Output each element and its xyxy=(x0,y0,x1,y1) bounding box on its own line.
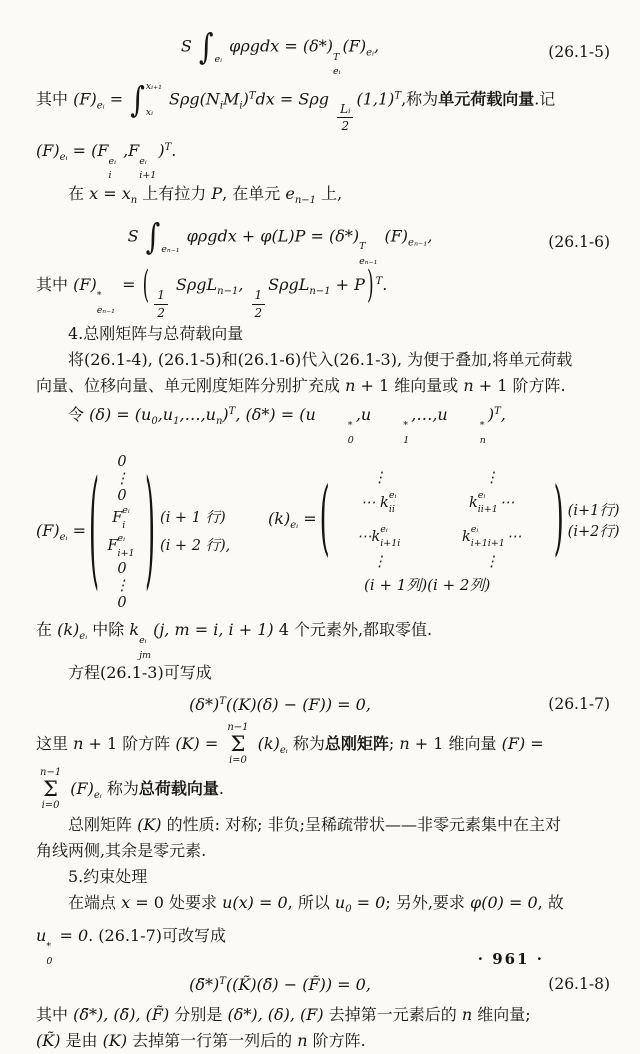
matrix-display xyxy=(36,453,620,611)
section-heading xyxy=(36,864,610,890)
text-run: 方程(26.1-3)可写成 xyxy=(68,663,212,683)
math-run: = xyxy=(67,521,87,541)
vector-entry xyxy=(99,453,145,470)
math-run: u(x) = 0 xyxy=(222,893,288,913)
text-line xyxy=(36,722,610,767)
math-run: ⋯ xyxy=(506,528,522,545)
math-run: n xyxy=(399,734,410,754)
text-run: , 所以 xyxy=(287,893,335,913)
math-run: k xyxy=(468,494,478,511)
supsub: * eₙ₋₁ xyxy=(96,290,115,316)
text-run: 在 xyxy=(68,183,90,203)
math-run: φρgdx + φ(L)P = (δ*) xyxy=(181,226,360,246)
vector-entry xyxy=(99,577,145,594)
column-label: (i + 1列)(i + 2列) xyxy=(364,575,491,594)
math-run: ,…,u xyxy=(411,405,448,425)
math-run: ⋯ k xyxy=(360,494,389,511)
math-run: ) xyxy=(487,405,495,425)
subscript: n xyxy=(130,194,138,206)
supsub: eᵢ i+1i+1 xyxy=(470,523,505,550)
math-run: (F) xyxy=(501,734,526,754)
math-run: φ(0) = 0 xyxy=(470,893,538,913)
text-run: + 1 阶方阵 xyxy=(83,734,176,754)
math-run: = xyxy=(298,508,317,528)
math-run: k xyxy=(129,620,140,640)
vector-entry xyxy=(99,504,145,532)
text-line xyxy=(36,263,610,321)
text-run: 4 个元素外,都取零值. xyxy=(273,620,433,640)
math-run: (F) xyxy=(36,140,60,160)
text-line xyxy=(36,1002,610,1028)
sigma-sign: Σ xyxy=(230,732,246,757)
matrix-cell: ⋮ xyxy=(484,469,499,486)
text-line xyxy=(36,812,610,838)
vector-entry xyxy=(99,470,145,487)
subscript: eᵢ xyxy=(59,151,68,163)
integral: ∫ xᵢ₊₁ xᵢ xyxy=(130,78,162,120)
text-run: 称为 xyxy=(101,779,139,799)
big-paren: ) xyxy=(366,263,374,308)
math-run: SρgL xyxy=(170,275,218,295)
bold-text-run: 总荷载向量 xyxy=(138,779,219,799)
equation-body xyxy=(36,27,524,77)
equation-body xyxy=(36,975,524,994)
fraction: $\frac{\text{Lᵢ}}{2}$ xyxy=(337,102,353,135)
equation-number: (26.1-5) xyxy=(548,42,610,61)
math-run: (j, m = i, i + 1) xyxy=(153,620,274,640)
matrix-paren: ( xyxy=(319,473,330,567)
math-run: φρgdx = (δ*) xyxy=(224,36,333,56)
row-label xyxy=(160,487,252,504)
superscript: T xyxy=(219,975,226,987)
text-run: 维向量; xyxy=(472,1005,531,1025)
vector-entry xyxy=(99,594,145,611)
supsub: * 0 xyxy=(46,941,53,967)
supsub: * n xyxy=(479,420,486,446)
text-run: .记 xyxy=(534,89,556,108)
fraction: $\frac{1}{2}$ xyxy=(252,288,266,321)
math-run: S xyxy=(127,226,144,246)
math-run: (δ̃*), (δ̃), (F̃) xyxy=(73,1005,170,1025)
math-run: ⋮ xyxy=(114,470,130,487)
text-run: 阶方阵. xyxy=(307,1031,366,1051)
sum: n−1 Σ i=0 xyxy=(40,767,62,812)
math-run: . xyxy=(171,140,177,160)
math-run: n xyxy=(345,376,356,396)
subscript: 0 xyxy=(151,416,158,428)
subscript: eᵢ xyxy=(96,100,105,111)
integral-sign: ∫ xyxy=(145,215,161,257)
element-stiffness-matrix xyxy=(268,470,634,595)
math-run: n xyxy=(297,1031,308,1051)
math-run: x = x xyxy=(89,183,131,203)
math-run: F xyxy=(112,510,123,527)
integral: ∫ eₙ₋₁ xyxy=(145,215,180,257)
text-run: = xyxy=(525,734,544,754)
math-run: = 0 xyxy=(351,893,386,913)
vector-row-labels xyxy=(160,453,252,611)
matrix-lhs xyxy=(268,509,317,531)
bold-text-run: 单元荷载向量 xyxy=(438,89,535,108)
matrix-paren: ( xyxy=(88,458,100,607)
text-line xyxy=(36,373,610,399)
math-run: , xyxy=(238,275,249,295)
math-run: (K) = xyxy=(175,734,224,754)
equation-line xyxy=(36,969,610,999)
math-run: dx = Sρg xyxy=(255,89,335,108)
matrix-cell xyxy=(430,491,554,515)
text-line xyxy=(36,890,610,923)
matrix-cell xyxy=(330,525,430,549)
equation-number: (26.1-6) xyxy=(548,232,610,251)
math-run: k xyxy=(461,528,471,545)
supsub: eᵢ jm xyxy=(139,635,152,661)
subscript: eₙ₋₁ xyxy=(408,237,428,249)
math-run: ,u xyxy=(157,405,174,425)
supsub: * 0 xyxy=(347,420,354,446)
math-run: S xyxy=(180,36,197,56)
vector-entry xyxy=(99,487,145,504)
matrix-row-labels xyxy=(568,499,634,541)
text-run: 5.约束处理 xyxy=(68,867,148,887)
math-run: Sρg(N xyxy=(163,89,220,108)
text-run: 是由 xyxy=(60,1031,103,1051)
text-run: ; 另外,要求 xyxy=(385,893,471,913)
math-run: (F) xyxy=(342,36,367,56)
text-run: 向量、位移向量、单元刚度矩阵分别扩充成 xyxy=(36,376,346,396)
math-run: ((K̃)(δ̃) − (F̃)) = 0, xyxy=(225,974,371,994)
row-label xyxy=(160,470,252,487)
element-load-vector xyxy=(36,453,252,611)
math-run: (K̃) xyxy=(36,1031,61,1051)
math-run: (F) xyxy=(379,226,409,246)
text-run: + 1 阶方阵. xyxy=(473,376,566,396)
math-run: (F) xyxy=(73,89,97,108)
superscript: T xyxy=(375,276,383,288)
math-run: (δ*) xyxy=(189,694,220,714)
text-run: + 1 维向量 xyxy=(409,734,502,754)
math-run: , (δ*) = (u xyxy=(235,405,316,425)
text-run: 在 xyxy=(36,620,58,640)
equation-line xyxy=(36,27,610,77)
section-heading xyxy=(36,321,610,347)
text-run: 上, xyxy=(316,183,343,203)
text-run: 令 xyxy=(68,405,90,425)
math-run: (k) xyxy=(268,508,291,528)
row-label xyxy=(160,594,252,611)
math-run: 0 xyxy=(117,594,127,611)
superscript: T xyxy=(164,141,172,153)
math-run: (1,1) xyxy=(356,89,395,108)
matrix-cell: ⋮ xyxy=(484,553,499,570)
math-run: P xyxy=(211,183,223,203)
math-run: M xyxy=(223,89,240,108)
subscript: eᵢ xyxy=(290,519,299,531)
matrix-paren: ) xyxy=(553,473,564,567)
subscript: eᵢ xyxy=(59,532,68,544)
vector-entry xyxy=(99,560,145,577)
equation-line xyxy=(36,689,610,719)
math-run: = xyxy=(116,275,141,295)
supsub: eᵢ i+1 xyxy=(117,533,135,559)
big-paren: ( xyxy=(142,263,150,308)
row-label xyxy=(160,577,252,594)
math-run: = xyxy=(104,89,129,108)
fraction: $\frac{1}{2}$ xyxy=(154,288,168,321)
math-run: , xyxy=(500,405,506,425)
subscript: eᵢ xyxy=(79,631,88,643)
math-run: (δ̃*) xyxy=(189,974,220,994)
math-run: (δ*), (δ), (F) xyxy=(227,1005,324,1025)
text-run: 的性质: 对称; 非负;呈稀疏带状——非零元素集中在主对 xyxy=(161,815,561,835)
supsub: eᵢ ii+1 xyxy=(477,489,498,516)
text-line xyxy=(36,80,610,135)
text-line xyxy=(36,767,610,812)
math-run: ) xyxy=(222,405,229,425)
row-label: (i + 2 行), xyxy=(160,538,231,555)
text-run: 称为 xyxy=(287,734,325,754)
text-line xyxy=(36,135,610,181)
text-line xyxy=(36,838,610,864)
math-run: F xyxy=(107,538,118,555)
matrix-entries xyxy=(330,470,554,570)
text-line xyxy=(36,347,610,373)
math-run: ) xyxy=(158,140,165,160)
math-run: 0 xyxy=(117,453,127,470)
math-run: e xyxy=(285,183,295,203)
subscript: n−1 xyxy=(294,194,317,206)
superscript: T xyxy=(394,90,402,101)
supsub: eᵢ i+1i xyxy=(380,523,401,550)
text-line xyxy=(36,181,610,214)
math-run: , xyxy=(427,226,433,246)
math-run: ⋮ xyxy=(114,577,130,594)
math-run: ,F xyxy=(118,140,140,160)
math-run: 0 xyxy=(117,560,127,577)
text-run: 其中 xyxy=(36,275,74,295)
text-run: 去掉第一元素后的 xyxy=(323,1005,462,1025)
subscript: i xyxy=(239,100,243,111)
matrix-cell: ⋮ xyxy=(372,469,387,486)
text-run: 角线两侧,其余是零元素. xyxy=(36,841,207,861)
text-run: 上有拉力 xyxy=(137,183,212,203)
row-label: (i + 1 行) xyxy=(160,510,226,527)
text-run: 去掉第一行第一列后的 xyxy=(127,1031,298,1051)
equation-line xyxy=(36,217,610,267)
row-label: (i+1行) xyxy=(567,502,620,519)
text-line xyxy=(36,660,610,686)
math-run: ) xyxy=(242,89,249,108)
math-run: u xyxy=(36,926,47,946)
bold-text-run: 总刚矩阵 xyxy=(324,734,389,754)
text-run: 将(26.1-4), (26.1-5)和(26.1-6)代入(26.1-3), 为便于叠加,将单元荷载 xyxy=(68,350,573,370)
text-line xyxy=(36,399,610,445)
row-label xyxy=(160,453,252,470)
math-run: ,u xyxy=(355,405,372,425)
subscript: eᵢ xyxy=(93,790,102,802)
text-run: 在端点 xyxy=(68,893,122,913)
vector-entry xyxy=(99,532,145,560)
math-run: (K) xyxy=(102,1031,128,1051)
text-run: 这里 xyxy=(36,734,74,754)
math-run: x xyxy=(121,893,131,913)
equation-number: (26.1-7) xyxy=(548,695,610,714)
equation-number: (26.1-8) xyxy=(548,975,610,994)
sigma-sign: Σ xyxy=(43,777,59,802)
integral: ∫ eᵢ xyxy=(198,25,223,67)
math-run: (F) xyxy=(36,521,60,541)
sum: n−1 Σ i=0 xyxy=(227,722,249,767)
supsub: eᵢ ii xyxy=(388,489,397,516)
math-run: (δ) = (u xyxy=(89,405,152,425)
integral-sign: ∫ xyxy=(130,78,145,120)
text-run: 分别是 xyxy=(169,1005,228,1025)
text-run: , 在单元 xyxy=(222,183,286,203)
equation-body xyxy=(36,695,524,714)
supsub: eᵢ i xyxy=(122,505,130,531)
supsub: * 1 xyxy=(403,420,410,446)
subscript: n−1 xyxy=(309,286,331,298)
text-run: 其中 xyxy=(36,1005,74,1025)
subscript: 1 xyxy=(173,416,180,428)
subscript: 0 xyxy=(345,904,352,916)
math-run: + P xyxy=(330,275,365,295)
superscript: T xyxy=(494,406,501,418)
math-run: SρgL xyxy=(268,275,310,295)
math-run: n xyxy=(461,1005,473,1025)
superscript: T xyxy=(228,406,236,418)
text-run: 中除 xyxy=(87,620,130,640)
text-line xyxy=(36,617,610,660)
superscript: T xyxy=(248,90,256,101)
math-run: , xyxy=(374,36,380,56)
text-run: . xyxy=(218,779,224,799)
row-label: (i+2行) xyxy=(567,523,620,540)
math-run: (F) xyxy=(65,779,94,799)
math-run: u xyxy=(334,893,346,913)
math-run: ((K)(δ) − (F)) = 0, xyxy=(225,694,371,714)
math-run: ,…,u xyxy=(179,405,216,425)
math-run: 0 xyxy=(117,487,127,504)
text-run: 其中 xyxy=(36,89,74,108)
math-run: . xyxy=(382,275,388,295)
subscript: i xyxy=(219,100,224,111)
subscript: eᵢ xyxy=(366,47,375,59)
math-run: n xyxy=(463,376,474,396)
subscript: n xyxy=(215,416,223,428)
text-run: (26.1-7)可改写成 xyxy=(93,926,226,946)
matrix-cell xyxy=(330,491,430,515)
math-run: (K) xyxy=(137,815,162,835)
text-run: 4.总刚矩阵与总荷载向量 xyxy=(68,324,244,344)
matrix-cell xyxy=(430,525,554,549)
vector-entries xyxy=(99,453,145,611)
supsub: eᵢ i xyxy=(108,155,116,182)
math-run: ⋯k xyxy=(356,528,381,545)
matrix-paren: ) xyxy=(144,458,156,607)
text-run: ,称为 xyxy=(401,89,439,108)
subscript: n−1 xyxy=(217,286,239,298)
equation-body xyxy=(36,217,524,267)
math-run: n xyxy=(73,734,84,754)
row-label xyxy=(160,560,252,577)
supsub: T eₙ₋₁ xyxy=(359,241,378,267)
math-run: = 0. xyxy=(54,926,94,946)
vector-lhs xyxy=(36,521,86,543)
math-run: (k) xyxy=(252,734,280,754)
supsub: eᵢ i+1 xyxy=(139,155,157,182)
math-run: (F) xyxy=(73,275,97,295)
superscript: T xyxy=(219,695,226,707)
matrix-cell: ⋮ xyxy=(372,553,387,570)
page-number: · 961 · xyxy=(477,950,544,968)
text-line xyxy=(36,1028,610,1054)
page-content xyxy=(36,25,620,1054)
text-run: 总刚矩阵 xyxy=(68,815,138,835)
supsub: T eᵢ xyxy=(332,51,341,77)
text-run: + 1 维向量或 xyxy=(355,376,464,396)
math-run: = (F xyxy=(67,140,109,160)
text-run: = 0 处要求 xyxy=(130,893,223,913)
subscript: eᵢ xyxy=(279,745,288,757)
integral-sign: ∫ xyxy=(198,25,214,67)
math-run: (k) xyxy=(57,620,80,640)
math-run: ⋯ xyxy=(499,494,515,511)
text-run: ; xyxy=(388,734,400,754)
text-run: , 故 xyxy=(537,893,564,913)
